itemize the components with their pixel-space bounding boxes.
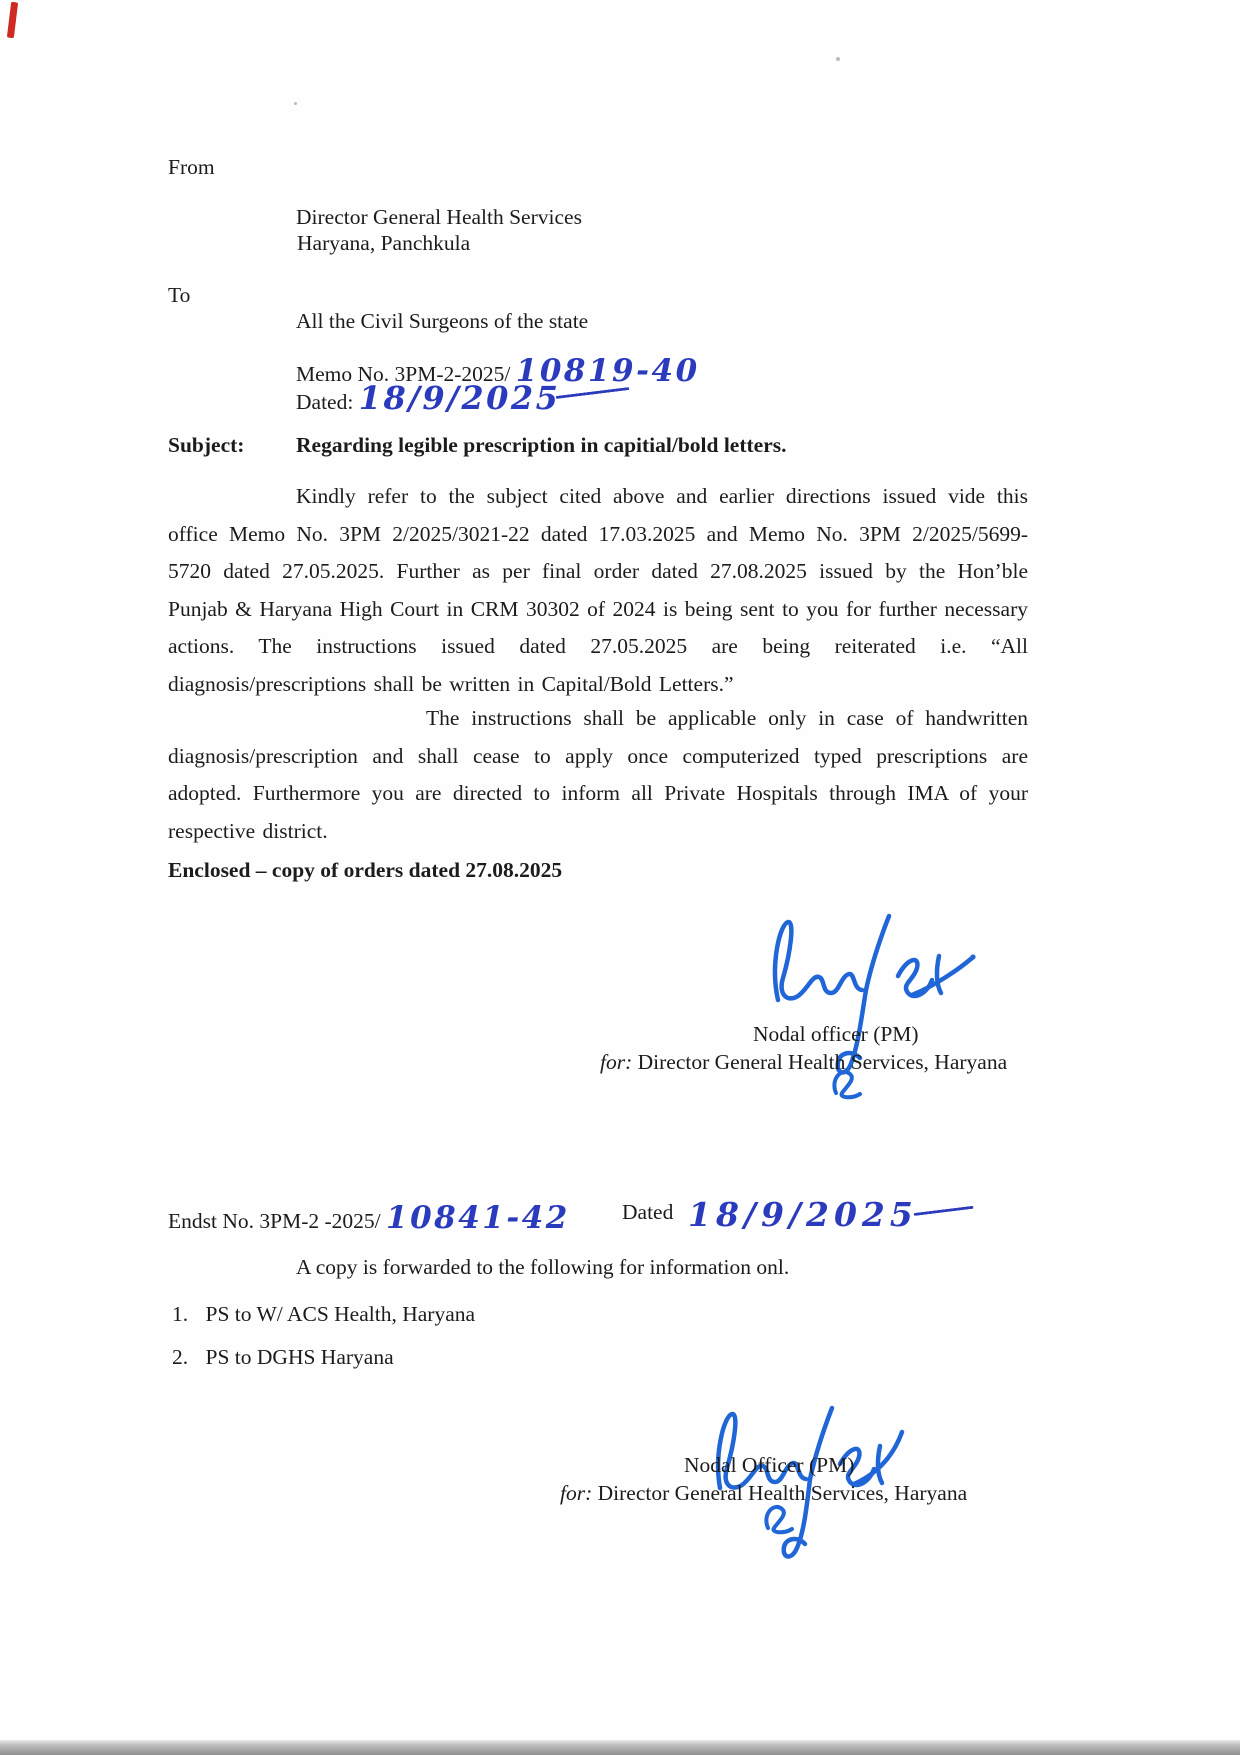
scan-speck	[836, 57, 840, 61]
list-item-number: 1.	[172, 1302, 189, 1326]
subject-label: Subject:	[168, 433, 245, 457]
signatory-1-for-line	[600, 1050, 1007, 1075]
body-paragraph-2: The instructions shall be applicable only in case of handwritten diagnosis/prescription and shall cease to apply once computerized typed prescriptions are adopted. Furthermore you are directed to inform all Private Hospitals through IMA of your respective district.	[168, 706, 1028, 843]
page-number-squiggle-2	[758, 1500, 802, 1540]
memo-label: Memo No. 3PM-2-2025/	[296, 362, 511, 386]
endst-date-wrap	[688, 1195, 974, 1234]
scan-speck	[294, 102, 297, 105]
endst-number-handwritten: 10841-42	[386, 1200, 570, 1236]
dated-line	[296, 379, 630, 417]
list-item-number: 2.	[172, 1345, 189, 1369]
endst-date-handwritten: 18/9/2025	[688, 1195, 918, 1234]
body-paragraph-1: Kindly refer to the subject cited above and earlier directions issued vide this office Memo No. 3PM 2/2025/3021-22 dated 17.03.2025 and Memo No. 3PM 2/2025/5699-5720 dated 27.05.2025. Further as per final order dated 27.08.2025 issued by the Hon’ble Punjab & Haryana High Court in CRM 30302 of 2024 is being sent to you for further necessary actions. The instructions issued dated 27.05.2025 are being reiterated i.e. “All diagnosis/prescriptions shall be written in Capital/Bold Letters.”	[168, 484, 1028, 696]
endst-dated-label: Dated	[622, 1200, 674, 1224]
for-text: Director General Health Services, Haryana	[597, 1481, 968, 1505]
forward-line: A copy is forwarded to the following for information onl.	[296, 1255, 790, 1279]
sender-name: Director General Health Services	[296, 205, 582, 229]
for-label: for:	[600, 1050, 633, 1074]
from-label: From	[168, 155, 215, 179]
corner-ink-mark	[7, 2, 18, 39]
endst-line	[168, 1200, 570, 1236]
for-label: for:	[560, 1481, 593, 1505]
scan-edge-shadow	[0, 1740, 1240, 1755]
memo-number-handwritten: 10819-40	[515, 353, 700, 389]
list-item	[172, 1345, 394, 1370]
page-number-squiggle-1	[826, 1065, 870, 1105]
for-text: Director General Health Services, Haryana	[637, 1050, 1008, 1074]
sender-location: Haryana, Panchkula	[297, 231, 471, 255]
list-item	[172, 1302, 475, 1327]
enclosed-line: Enclosed – copy of orders dated 27.08.2025	[168, 858, 563, 882]
recipient-line: All the Civil Surgeons of the state	[296, 309, 589, 333]
list-item-text: PS to W/ ACS Health, Haryana	[205, 1302, 476, 1326]
endst-label: Endst No. 3PM-2 -2025/	[168, 1209, 381, 1233]
pen-flourish-2	[913, 1206, 973, 1216]
subject-text: Regarding legible prescription in capitial/bold letters.	[296, 433, 787, 457]
dated-label: Dated:	[296, 390, 354, 414]
date-handwritten: 18/9/2025	[358, 379, 561, 417]
list-item-text: PS to DGHS Haryana	[205, 1345, 394, 1369]
signatory-2-title: Nodal Officer (PM)	[684, 1453, 855, 1477]
signatory-1-title: Nodal officer (PM)	[753, 1022, 919, 1046]
pen-flourish	[556, 387, 630, 399]
to-label: To	[168, 283, 191, 307]
